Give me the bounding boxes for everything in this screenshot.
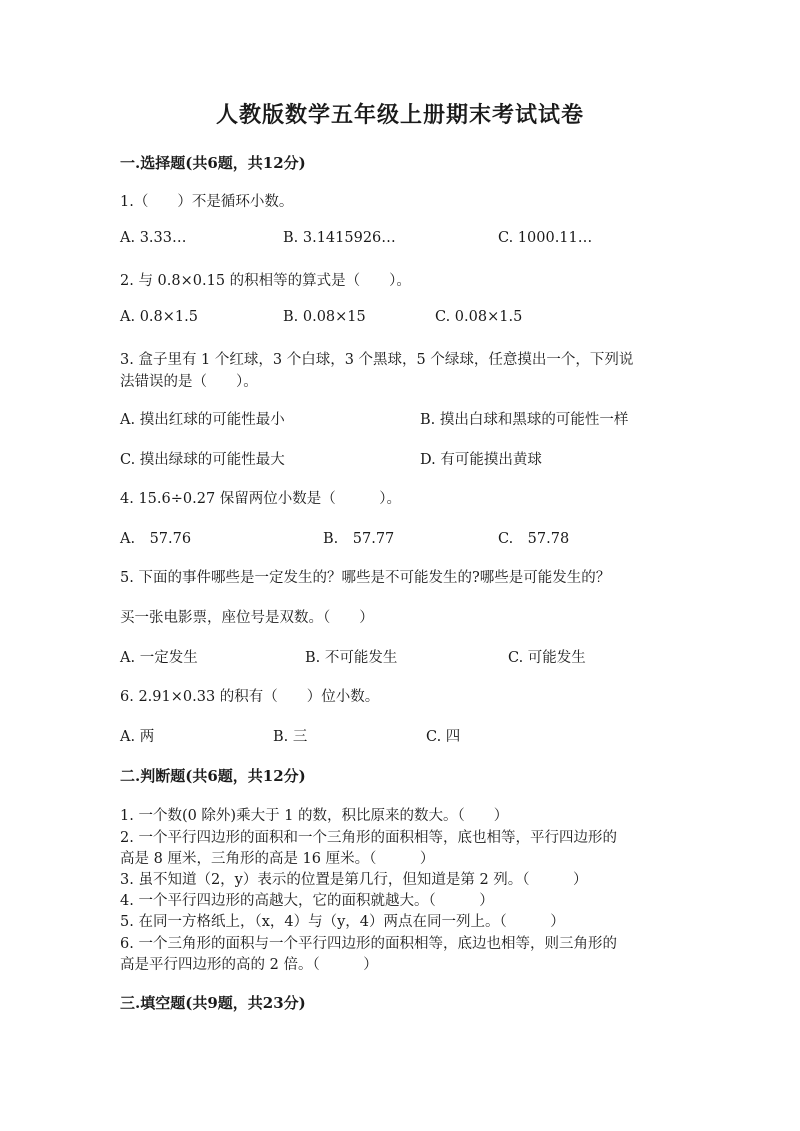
option-c: C. 0.08×1.5: [435, 309, 523, 325]
question-stem: 6. 2.91×0.33 的积有（ ）位小数。: [120, 689, 380, 705]
judgement-line: 1. 一个数(0 除外)乘大于 1 的数，积比原来的数大。（ ）: [120, 808, 509, 824]
option-a: A. 0.8×1.5: [120, 309, 198, 325]
option-c: C. 摸出绿球的可能性最大: [120, 452, 285, 468]
question-stem: 5. 下面的事件哪些是一定发生的？哪些是不可能发生的?哪些是可能发生的？: [120, 570, 611, 586]
judgement-line: 2. 一个平行四边形的面积和一个三角形的面积相等，底也相等，平行四边形的: [120, 830, 617, 846]
judgement-line: 5. 在同一方格纸上，（x，4）与（y，4）两点在同一列上。（ ）: [120, 914, 565, 930]
section-heading-fill-in: 三.填空题(共9题，共23分): [120, 994, 306, 1012]
option-c: C. 57.78: [498, 531, 570, 547]
question-stem: 1.（ ）不是循环小数。: [120, 194, 294, 210]
section-heading-judgement: 二.判断题(共6题，共12分): [120, 767, 306, 785]
judgement-line: 6. 一个三角形的面积与一个平行四边形的面积相等，底边也相等，则三角形的: [120, 936, 617, 952]
question-stem: 4. 15.6÷0.27 保留两位小数是（ ）。: [120, 491, 402, 507]
question-stem-continued: 买一张电影票，座位号是双数。（ ）: [120, 610, 374, 626]
option-c: C. 可能发生: [508, 650, 586, 666]
option-b: B. 3.1415926…: [283, 230, 396, 246]
page-title: 人教版数学五年级上册期末考试试卷: [215, 102, 584, 128]
question-stem: 3. 盒子里有 1 个红球，3 个白球，3 个黑球，5 个绿球，任意摸出一个，下列说: [120, 352, 634, 368]
option-a: A. 两: [120, 729, 155, 745]
option-b: B. 不可能发生: [305, 650, 398, 666]
section-heading-choice: 一.选择题(共6题，共12分): [120, 154, 306, 172]
option-b: B. 三: [273, 729, 308, 745]
option-a: A. 3.33…: [120, 230, 187, 246]
question-stem-continued: 法错误的是（ ）。: [120, 374, 258, 390]
option-b: B. 57.77: [323, 531, 395, 547]
option-b: B. 摸出白球和黑球的可能性一样: [420, 412, 629, 428]
option-c: C. 四: [426, 729, 461, 745]
judgement-line: 高是平行四边形的高的 2 倍。（ ）: [120, 957, 378, 973]
option-a: A. 57.76: [120, 531, 192, 547]
judgement-line: 高是 8 厘米，三角形的高是 16 厘米。（ ）: [120, 851, 435, 867]
judgement-line: 4. 一个平行四边形的高越大，它的面积就越大。（ ）: [120, 893, 494, 909]
question-stem: 2. 与 0.8×0.15 的积相等的算式是（ ）。: [120, 273, 411, 289]
option-c: C. 1000.11…: [498, 230, 593, 246]
option-b: B. 0.08×15: [283, 309, 366, 325]
option-a: A. 摸出红球的可能性最小: [120, 412, 285, 428]
judgement-line: 3. 虽不知道（2，y）表示的位置是第几行，但知道是第 2 列。（ ）: [120, 872, 588, 888]
option-a: A. 一定发生: [120, 650, 198, 666]
option-d: D. 有可能摸出黄球: [420, 452, 542, 468]
